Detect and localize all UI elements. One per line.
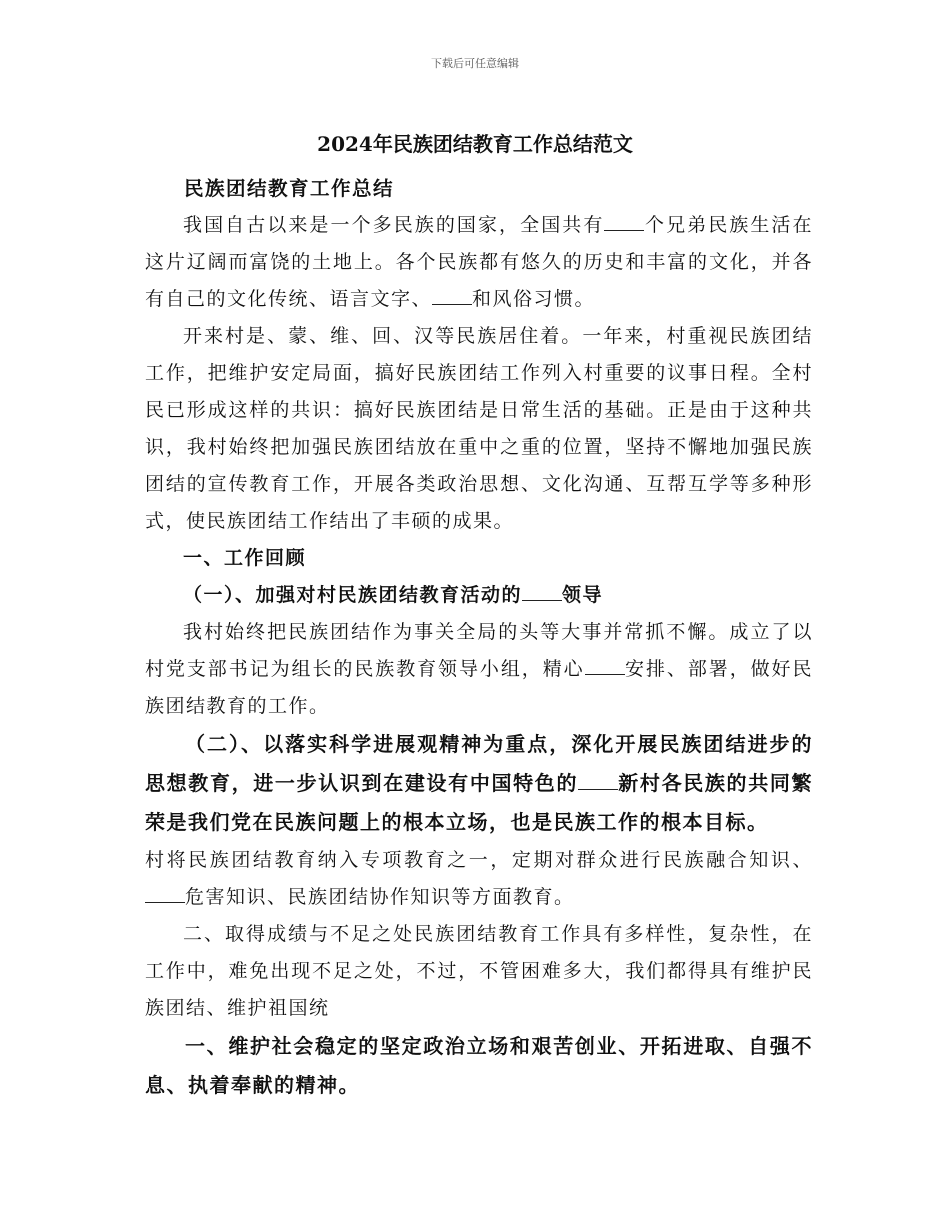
heading-text: 新村各民族的共同繁荣是我们党在民族问题上的根本立场，也是民族工作的根本目标。 [145,771,814,834]
blank-line [432,286,472,305]
paragraph-education [145,842,813,916]
blank-line [585,656,625,675]
paragraph-text: 我村始终把民族团结作为事关全局的头等大事并常抓不懈。成立了以村党支部书记为组长的民族教育领导小组，精心 [145,621,813,680]
document-body [145,170,813,1105]
document-title: 2024年民族团结教育工作总结范文 [317,132,633,156]
paragraph-text: 我国自古以来是一个多民族的国家，全国共有 [183,214,605,236]
header-note: 下载后可任意编辑 [431,57,519,70]
paragraph-leadership [145,614,813,725]
paragraph-text: 危害知识、民族团结协作知识等方面教育。 [185,886,575,908]
paragraph-text: 安排、部署，做好民族团结教育的工作。 [145,658,813,717]
blank-line [578,771,618,790]
paragraph-text: 个兄弟民族生活在这片辽阔而富饶的土地上。各个民族都有悠久的历史和丰富的文化，并各有自己的文化传统、语言文字、 [145,214,813,310]
paragraph-achievements: 二、取得成绩与不足之处民族团结教育工作具有多样性，复杂性，在工作中，难免出现不足之处，不过，不管困难多大，我们都得具有维护民族团结、维护祖国统 [145,923,813,1019]
paragraph-village: 开来村是、蒙、维、回、汉等民族居住着。一年来，村重视民族团结工作，把维护安定局面，搞好民族团结工作列入村重要的议事日程。全村民已形成这样的共识：搞好民族团结是日常生活的基础。正是由于这种共识，我村始终把加强民族团结放在重中之重的位置，坚持不懈地加强民族团结的宣传教育工作，开展各类政治思想、文化沟通、互帮互学等多种形式，使民族团结工作结出了丰硕的成果。 [145,325,813,532]
heading-text: 领导 [562,584,604,606]
heading-text: （二）、以落实科学进展观精神为重点，深化开展民族团结进步的思想教育，进一步认识到在建设有中国特色的 [145,732,813,795]
blank-line [522,582,562,601]
heading-text: （一）、加强对村民族团结教育活动的 [183,584,523,606]
paragraph-spirit: 一、维护社会稳定的坚定政治立场和艰苦创业、开拓进取、自强不息、执着奉献的精神。 [145,1034,813,1097]
paragraph-text: 村将民族团结教育纳入专项教育之一，定期对群众进行民族融合知识、 [145,849,813,871]
heading-work-review: 一、工作回顾 [183,547,307,569]
section-subtitle: 民族团结教育工作总结 [184,177,395,200]
paragraph-text: 和风俗习惯。 [472,288,596,310]
heading-leadership [145,577,813,614]
heading-ideology [145,725,813,842]
blank-line [145,884,185,903]
blank-line [604,212,644,231]
paragraph-intro [145,207,813,318]
